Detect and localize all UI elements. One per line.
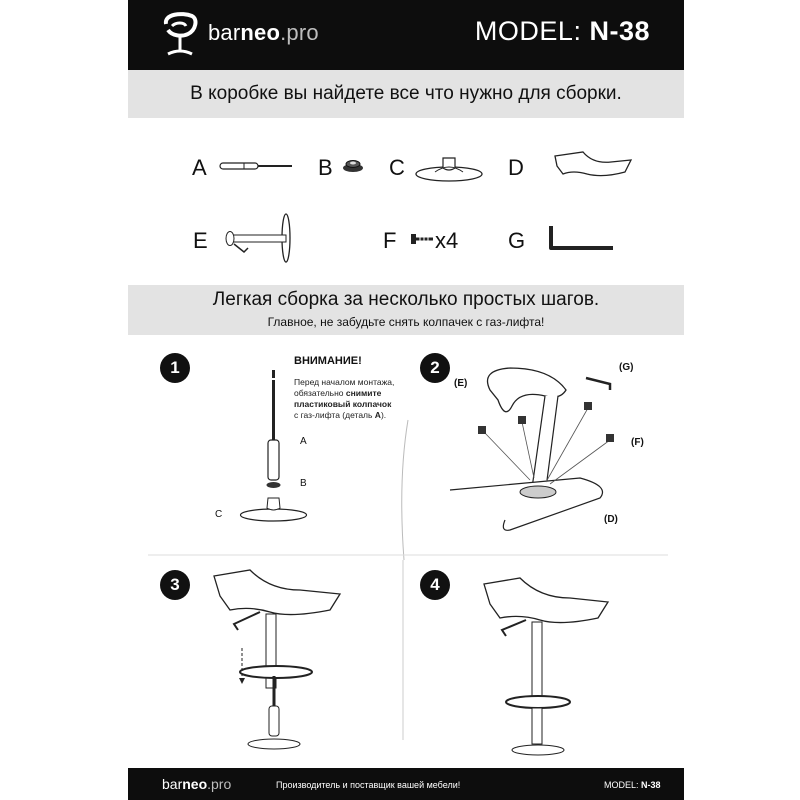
assembly-title: Легкая сборка за несколько простых шагов. bbox=[212, 289, 600, 310]
step-2-label-d: (D) bbox=[604, 514, 618, 525]
step-1-label-b: B bbox=[300, 478, 307, 489]
part-e-label: E bbox=[193, 228, 208, 253]
step-3-illustration bbox=[210, 566, 350, 761]
part-g-label: G bbox=[508, 228, 526, 253]
part-a-label: A bbox=[192, 155, 207, 180]
bushing-part-icon bbox=[341, 156, 365, 179]
footer-model: MODEL: N-38 bbox=[604, 780, 661, 790]
step-2-label-f: (F) bbox=[631, 437, 644, 448]
step-2-badge: 2 bbox=[420, 353, 450, 383]
screw-count: x4 bbox=[435, 228, 459, 253]
step-2-illustration bbox=[450, 360, 620, 545]
step-1-badge: 1 bbox=[160, 353, 190, 383]
part-f-label: F bbox=[383, 228, 397, 253]
box-contents-banner bbox=[128, 70, 684, 118]
seat-part-icon bbox=[553, 150, 635, 189]
step-2-label-e: (E) bbox=[454, 378, 468, 389]
step-2-label-g: (G) bbox=[619, 362, 634, 373]
part-b-label: B bbox=[318, 155, 333, 180]
step-4-badge: 4 bbox=[420, 570, 450, 600]
attention-title: ВНИМАНИЕ! bbox=[294, 355, 362, 367]
step-1-label-c: C bbox=[215, 509, 223, 520]
step-1-label-a: A bbox=[300, 436, 307, 447]
assembly-banner bbox=[128, 285, 684, 335]
footer-brand: barneo.pro bbox=[162, 776, 232, 792]
model-title: MODEL: N-38 bbox=[474, 16, 650, 46]
footrest-frame-part-icon bbox=[222, 212, 294, 273]
footer-slogan: Производитель и поставщик вашей мебели! bbox=[276, 780, 461, 790]
screw-part-icon bbox=[411, 232, 435, 251]
base-plate-part-icon bbox=[413, 150, 485, 189]
gas-lift-part-icon bbox=[218, 158, 294, 179]
part-c-label: C bbox=[389, 155, 405, 180]
chair-logo-icon bbox=[160, 10, 200, 63]
brand-name: barneo.pro bbox=[208, 20, 319, 45]
attention-text: Перед началом монтажа, обязательно снимите пластиковый колпачок с газ-лифта (деталь A). bbox=[294, 377, 395, 420]
box-contents-text: В коробке вы найдете все что нужно для сборки. bbox=[190, 83, 622, 104]
allen-key-part-icon bbox=[547, 224, 617, 259]
step-4-illustration bbox=[480, 574, 610, 769]
part-d-label: D bbox=[508, 155, 524, 180]
step-3-badge: 3 bbox=[160, 570, 190, 600]
assembly-warning: Главное, не забудьте снять колпачек с газ-лифта! bbox=[267, 315, 545, 329]
